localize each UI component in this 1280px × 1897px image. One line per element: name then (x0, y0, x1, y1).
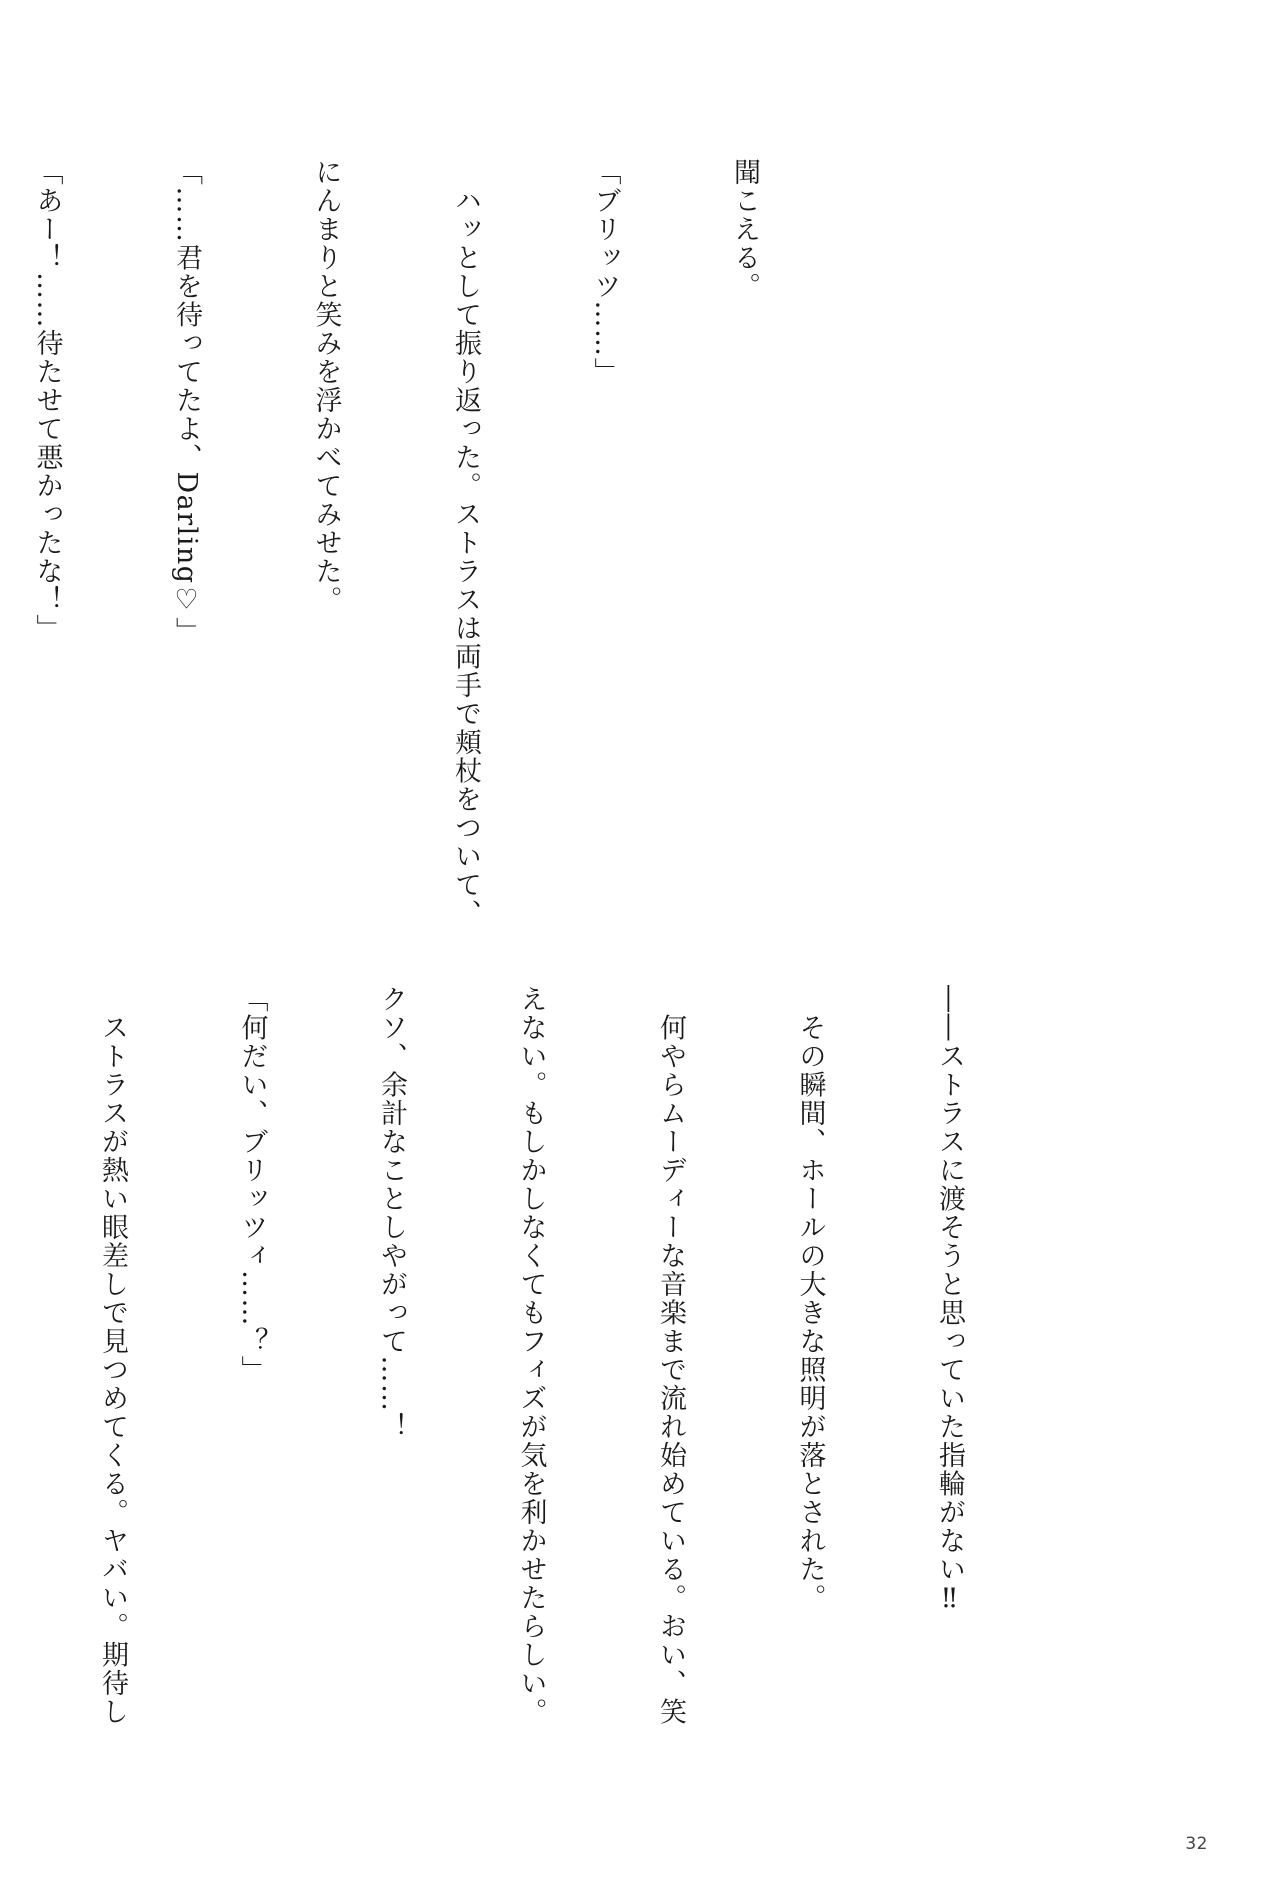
page-number: 32 (1185, 1834, 1208, 1854)
text-line: クソ、余計なことしやがって……！ (376, 985, 407, 1441)
text-line: にんまりと笑みを浮かべてみせた。 (310, 158, 342, 614)
text-line: 「……君を待ってたよ、Darling♡」 (171, 158, 202, 646)
text-block-bottom (0, 985, 1065, 1785)
text-line: えない。もしかしなくてもフィズが気を利かせたらしい。 (515, 985, 547, 1726)
text-line: 聞こえる。 (729, 158, 760, 301)
text-line: ストラスが熱い眼差しで見つめてくる。ヤバい。期待し (97, 985, 128, 1726)
text-line: 「ブリッツ……」 (589, 158, 621, 386)
text-line: 「何だい、ブリッツィ……？」 (236, 985, 268, 1384)
text-block-top (0, 158, 860, 928)
text-line: ハッとして振り返った。ストラスは両手で頬杖をついて、 (450, 158, 481, 928)
text-line: ――ストラスに渡そうと思っていた指輪がない‼ (934, 985, 965, 1616)
text-line: その瞬間、ホールの大きな照明が落とされた。 (794, 985, 826, 1612)
text-line: 何やらムーディーな音楽まで流れ始めている。おい、笑 (655, 985, 686, 1726)
text-line: 「あー！……待たせて悪かったな！」 (31, 158, 63, 643)
